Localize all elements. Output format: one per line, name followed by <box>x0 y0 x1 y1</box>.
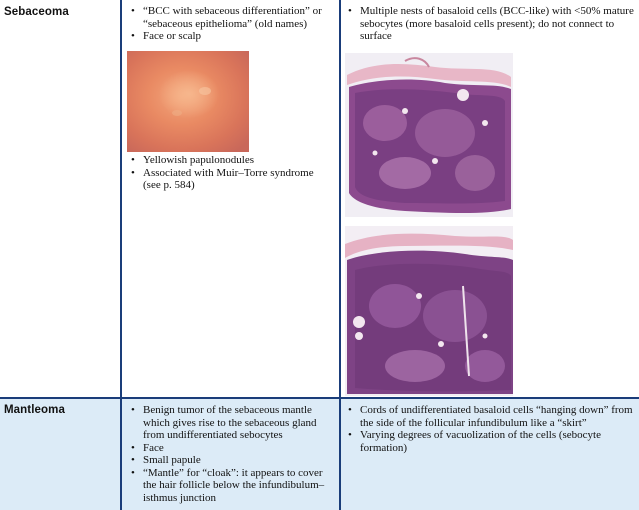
histology-image-1 <box>345 53 513 217</box>
entity-cell <box>0 398 121 510</box>
clinical-list <box>127 404 337 504</box>
column-divider <box>339 0 341 510</box>
list-item: • Face <box>127 442 337 455</box>
clinical-cell <box>121 398 340 510</box>
clinical-cell <box>121 0 340 398</box>
clinical-list-2 <box>127 154 332 192</box>
clinical-photo <box>127 51 249 152</box>
histology-list <box>344 404 636 454</box>
list-item: • Associated with Muir–Torre syndrome (see p. 584) <box>127 167 332 192</box>
list-item: • “Mantle” for “cloak”: it appears to cover the hair follicle below the infundibulum–isthmus junction <box>127 467 337 505</box>
entity-cell <box>0 0 121 398</box>
list-item: • Multiple nests of basaloid cells (BCC-like) with <50% mature sebocytes (more basaloid cells present); do not connect to surface <box>344 5 636 43</box>
row-divider <box>0 397 639 399</box>
list-item: • Yellowish papulonodules <box>127 154 332 167</box>
list-item: • Varying degrees of vacuolization of the cells (sebocyte formation) <box>344 429 636 454</box>
histology-cell <box>340 0 639 398</box>
column-divider <box>120 0 122 510</box>
list-item: • Face or scalp <box>127 30 332 43</box>
clinical-list <box>127 5 332 43</box>
table-row-mantleoma <box>0 398 639 510</box>
histology-list <box>344 5 636 43</box>
histology-cell <box>340 398 639 510</box>
histology-image-2 <box>345 226 513 396</box>
list-item: • Benign tumor of the sebaceous mantle which gives rise to the sebaceous gland from undifferentiated sebocytes <box>127 404 337 442</box>
list-item: • Small papule <box>127 454 337 467</box>
list-item: • Cords of undifferentiated basaloid cells “hanging down” from the side of the follicular infundibulum like a “skirt” <box>344 404 636 429</box>
entity-name: Mantleoma <box>4 404 65 416</box>
entity-name: Sebaceoma <box>4 6 69 18</box>
list-item: • “BCC with sebaceous differentiation” or “sebaceous epithelioma” (old names) <box>127 5 332 30</box>
